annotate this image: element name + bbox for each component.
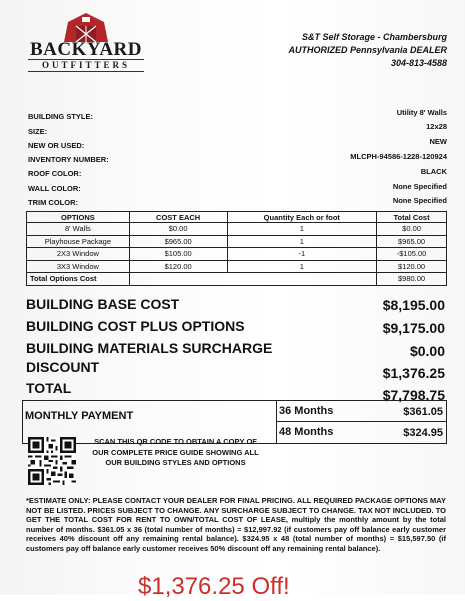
wall-color-label: WALL COLOR: [28, 184, 81, 193]
dealer-name: S&T Self Storage - Chambersburg [301, 32, 447, 42]
option-name: Playhouse Package [27, 235, 130, 248]
header-options: OPTIONS [27, 212, 130, 223]
building-style-label: BUILDING STYLE: [28, 112, 93, 121]
brand-logo [28, 40, 144, 72]
roof-color-label: ROOF COLOR: [28, 169, 82, 178]
discount-value: $1,376.25 [382, 365, 445, 381]
header-cost-each: COST EACH [129, 212, 227, 223]
building-style-value: Utility 8' Walls [396, 108, 447, 117]
plan-36-amount: $361.05 [403, 406, 443, 418]
table-row [27, 260, 447, 273]
plan-36-term: 36 Months [279, 405, 334, 417]
surcharge-label: BUILDING MATERIALS SURCHARGE [26, 340, 273, 356]
option-cost: $120.00 [129, 260, 227, 273]
inventory-number-value: MLCPH-94586-1228-120924 [350, 152, 447, 161]
option-cost: $0.00 [129, 223, 227, 236]
dealer-phone: 304-813-4588 [390, 58, 447, 68]
inventory-number-label: INVENTORY NUMBER: [28, 155, 109, 164]
option-quantity: -1 [227, 248, 377, 261]
roof-color-value: BLACK [420, 167, 447, 176]
estimate-disclaimer: *ESTIMATE ONLY: PLEASE CONTACT YOUR DEALER FOR FINAL PRICING. ALL REQUIRED PACKAGE OPTIONS MAY NOT BE LISTED. PRICES SUBJECT TO CHANGE. ANY SURCHARGE SUBJECT TO CHANGE. TAX NOT INCLUDED. TO GET THE TOTAL COST FOR RENT TO OWN/TOTAL COST OF LEASE, multiply the monthly amount by the total number of months. $361.05 x 36 (total number of months) = $12,997.92 (if customers pay off balance early customer receives 40% discount off any remaining rental balance). $324.95 x 48 (total number of months) = $15,597.50 (if customers pay off balance early customer receives 50% discount off any remaining rental balance). [26, 496, 446, 553]
total-label: TOTAL [26, 380, 72, 396]
cost-plus-options-label: BUILDING COST PLUS OPTIONS [26, 318, 245, 334]
option-cost: $105.00 [129, 248, 227, 261]
qr-code-icon [28, 437, 76, 485]
base-cost-value: $8,195.00 [382, 297, 445, 313]
table-row [27, 223, 447, 236]
trim-color-value: None Specified [392, 196, 447, 205]
option-quantity: 1 [227, 235, 377, 248]
qr-instructions: SCAN THIS QR CODE TO OBTAIN A COPY OF OUR COMPLETE PRICE GUIDE SHOWING ALL OUR BUILDING STYLES AND OPTIONS [92, 437, 259, 467]
discount-label: DISCOUNT [26, 359, 100, 375]
options-total-value: $980.00 [377, 273, 447, 286]
total-value: $7,798.75 [382, 387, 445, 403]
option-quantity: 1 [227, 223, 377, 236]
option-name: 8' Walls [27, 223, 130, 236]
option-cost: $965.00 [129, 235, 227, 248]
cost-plus-options-value: $9,175.00 [382, 320, 445, 336]
header-total-cost: Total Cost [377, 212, 447, 223]
table-row [27, 248, 447, 261]
new-or-used-value: NEW [429, 137, 447, 146]
options-total-label: Total Options Cost [27, 273, 130, 286]
size-value: 12x28 [426, 122, 447, 131]
option-name: 2X3 Window [27, 248, 130, 261]
plan-48-term: 48 Months [279, 426, 334, 438]
option-total: -$105.00 [377, 248, 447, 261]
size-label: SIZE: [28, 127, 48, 136]
options-total-row [27, 273, 447, 286]
option-quantity: 1 [227, 260, 377, 273]
option-total: $0.00 [377, 223, 447, 236]
option-name: 3X3 Window [27, 260, 130, 273]
plan-48-amount: $324.95 [403, 427, 443, 439]
surcharge-value: $0.00 [409, 343, 445, 359]
dealer-authorization: AUTHORIZED Pennsylvania DEALER [288, 45, 447, 55]
discount-stamp: $1,376.25 Off! [138, 573, 290, 600]
brand-name-line1: BACKYARD [29, 39, 143, 60]
options-table-header [27, 212, 447, 223]
wall-color-value: None Specified [392, 182, 447, 191]
new-or-used-label: NEW OR USED: [28, 141, 85, 150]
table-row [27, 235, 447, 248]
header-quantity: Quantity Each or foot [227, 212, 377, 223]
trim-color-label: TRIM COLOR: [28, 198, 78, 207]
brand-name-line2: OUTFITTERS [28, 59, 144, 72]
base-cost-label: BUILDING BASE COST [26, 296, 180, 312]
dealer-info [288, 31, 447, 70]
option-total: $120.00 [377, 260, 447, 273]
options-table [26, 211, 447, 286]
monthly-payment-label: MONTHLY PAYMENT [25, 410, 134, 422]
option-total: $965.00 [377, 235, 447, 248]
